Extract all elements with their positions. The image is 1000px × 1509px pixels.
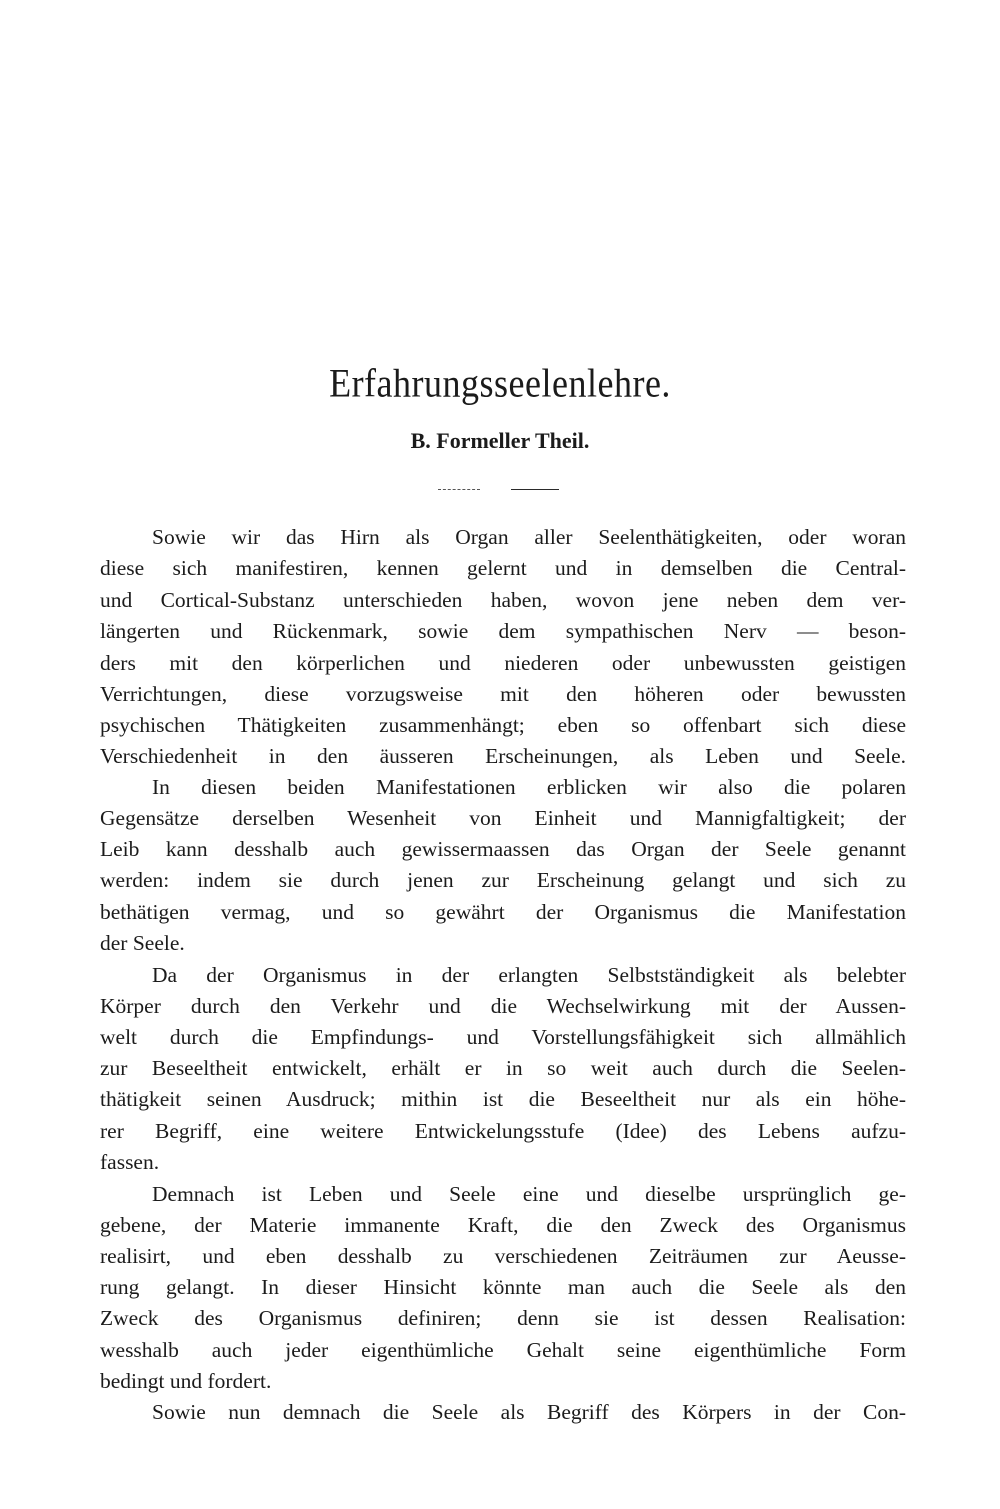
divider-solid <box>511 489 559 490</box>
text-line: realisirt, und eben desshalb zu verschiedenen Zeiträumen zur Aeusse- <box>100 1244 906 1268</box>
text-line: werden: indem sie durch jenen zur Erscheinung gelangt und sich zu <box>100 868 906 892</box>
page-title: Erfahrungsseelenlehre. <box>329 360 671 406</box>
text-line: Leib kann desshalb auch gewissermaassen das Organ der Seele genannt <box>100 837 906 861</box>
text-line: Demnach ist Leben und Seele eine und dieselbe ursprünglich ge- <box>152 1182 906 1206</box>
text-line: längerten und Rückenmark, sowie dem sympathischen Nerv — beson- <box>100 619 906 643</box>
text-line: Sowie wir das Hirn als Organ aller Seelenthätigkeiten, oder woran <box>152 525 906 549</box>
text-line: thätigkeit seinen Ausdruck; mithin ist die Beseeltheit nur als ein höhe- <box>100 1087 906 1111</box>
text-line: In diesen beiden Manifestationen erblicken wir also die polaren <box>152 775 906 799</box>
text-line: wesshalb auch jeder eigenthümliche Gehalt seine eigenthümliche Form <box>100 1338 906 1362</box>
text-line: bedingt und fordert. <box>100 1369 272 1393</box>
text-line: Verschiedenheit in den äusseren Erscheinungen, als Leben und Seele. <box>100 744 906 768</box>
text-line: Gegensätze derselben Wesenheit von Einheit und Mannigfaltigkeit; der <box>100 806 906 830</box>
text-line: Da der Organismus in der erlangten Selbstständigkeit als belebter <box>152 963 906 987</box>
text-line: Sowie nun demnach die Seele als Begriff des Körpers in der Con- <box>152 1400 906 1424</box>
text-line: Körper durch den Verkehr und die Wechselwirkung mit der Aussen- <box>100 994 906 1018</box>
text-line: psychischen Thätigkeiten zusammenhängt; eben so offenbart sich diese <box>100 713 906 737</box>
text-line: Verrichtungen, diese vorzugsweise mit den höheren oder bewussten <box>100 682 906 706</box>
text-line: rer Begriff, eine weitere Entwickelungsstufe (Idee) des Lebens aufzu- <box>100 1119 906 1143</box>
text-line: diese sich manifestiren, kennen gelernt und in demselben die Central- <box>100 556 906 580</box>
text-line: fassen. <box>100 1150 160 1174</box>
text-line: rung gelangt. In dieser Hinsicht könnte man auch die Seele als den <box>100 1275 906 1299</box>
text-line: der Seele. <box>100 931 185 955</box>
text-line: gebene, der Materie immanente Kraft, die den Zweck des Organismus <box>100 1213 906 1237</box>
divider-dotted <box>438 489 480 490</box>
text-line: ders mit den körperlichen und niederen oder unbewussten geistigen <box>100 651 906 675</box>
text-line: Zweck des Organismus definiren; denn sie ist dessen Realisation: <box>100 1306 906 1330</box>
text-line: zur Beseeltheit entwickelt, erhält er in so weit auch durch die Seelen- <box>100 1056 906 1080</box>
text-line: welt durch die Empfindungs- und Vorstellungsfähigkeit sich allmählich <box>100 1025 906 1049</box>
text-line: und Cortical-Substanz unterschieden haben, wovon jene neben dem ver- <box>100 588 906 612</box>
section-subtitle: B. Formeller Theil. <box>410 428 590 453</box>
text-line: bethätigen vermag, und so gewährt der Organismus die Manifestation <box>100 900 906 924</box>
